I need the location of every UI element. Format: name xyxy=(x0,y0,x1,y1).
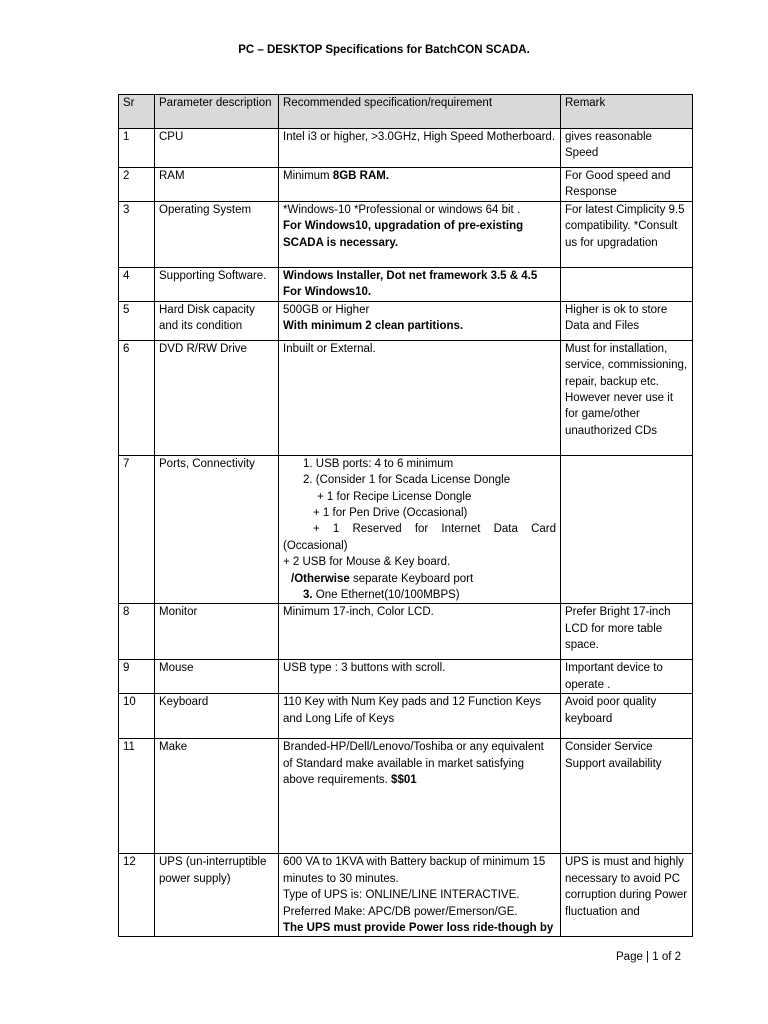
row-spec xyxy=(279,202,561,268)
table-row xyxy=(119,129,693,168)
row-spec: Minimum 17-inch, Color LCD. xyxy=(279,604,561,660)
row-remark: gives reasonable Speed xyxy=(561,129,693,168)
header-sr: Sr xyxy=(119,95,155,129)
row-remark xyxy=(561,455,693,604)
row-param: Monitor xyxy=(155,604,279,660)
row-remark: Avoid poor quality keyboard xyxy=(561,694,693,739)
port-text: One Ethernet(10/100MBPS) xyxy=(312,589,460,602)
table-row xyxy=(119,301,693,340)
spec-bold-text: For Windows10, upgradation of pre-existing SCADA is necessary. xyxy=(283,220,524,249)
document-title: PC – DESKTOP Specifications for BatchCON SCADA. xyxy=(238,44,530,56)
spec-table xyxy=(118,94,693,937)
row-spec: Inbuilt or External. xyxy=(279,340,561,455)
table-row xyxy=(119,694,693,739)
table-row xyxy=(119,340,693,455)
table-row xyxy=(119,202,693,268)
spec-text: 600 VA to 1KVA with Battery backup of minimum 15 minutes to 30 minutes. xyxy=(283,856,546,885)
table-header-row xyxy=(119,95,693,129)
spec-bold-text: $$01 xyxy=(391,774,417,787)
row-sr: 12 xyxy=(119,854,155,937)
port-line xyxy=(283,571,556,587)
row-spec xyxy=(279,854,561,937)
row-sr: 11 xyxy=(119,739,155,854)
row-param: Operating System xyxy=(155,202,279,268)
port-line: + 1 for Pen Drive (Occasional) xyxy=(313,507,468,520)
row-param: DVD R/RW Drive xyxy=(155,340,279,455)
row-param: UPS (un-interruptible power supply) xyxy=(155,854,279,937)
row-param: Keyboard xyxy=(155,694,279,739)
row-sr: 5 xyxy=(119,301,155,340)
table-row xyxy=(119,604,693,660)
port-bold-text: /Otherwise xyxy=(291,572,350,585)
row-spec xyxy=(279,301,561,340)
port-bold-text: 3. xyxy=(303,589,313,602)
header-param: Parameter description xyxy=(155,95,279,129)
row-sr: 7 xyxy=(119,455,155,604)
row-sr: 4 xyxy=(119,268,155,302)
table-row xyxy=(119,168,693,202)
row-remark: For latest Cimplicity 9.5 compatibility. *Consult us for upgradation xyxy=(561,202,693,268)
port-line: 1. USB ports: 4 to 6 minimum xyxy=(303,457,454,470)
row-sr: 8 xyxy=(119,604,155,660)
row-param: Hard Disk capacity and its condition xyxy=(155,301,279,340)
header-spec: Recommended specification/requirement xyxy=(279,95,561,129)
row-param: Make xyxy=(155,739,279,854)
row-param: Supporting Software. xyxy=(155,268,279,302)
spec-bold-text: With minimum 2 clean partitions. xyxy=(283,320,464,333)
row-spec: Intel i3 or higher, >3.0GHz, High Speed Motherboard. xyxy=(279,129,561,168)
port-line xyxy=(283,587,556,603)
row-remark xyxy=(561,268,693,302)
port-line: 2. (Consider 1 for Scada License Dongle xyxy=(303,474,511,487)
spec-text: 500GB or Higher xyxy=(283,303,370,316)
row-remark: Must for installation, service, commissioning, repair, backup etc. However never use it for game/other unauthorized CDs xyxy=(561,340,693,455)
row-remark: Important device to operate . xyxy=(561,660,693,694)
row-param: CPU xyxy=(155,129,279,168)
row-spec xyxy=(279,168,561,202)
row-param: RAM xyxy=(155,168,279,202)
row-sr: 6 xyxy=(119,340,155,455)
table-row xyxy=(119,455,693,604)
row-remark: UPS is must and highly necessary to avoid PC corruption during Power fluctuation and xyxy=(561,854,693,937)
spec-text: *Windows-10 *Professional or windows 64 bit . xyxy=(283,204,521,216)
table-row xyxy=(119,739,693,854)
port-line: + 2 USB for Mouse & Key board. xyxy=(283,556,451,569)
spec-bold-text: 8GB RAM. xyxy=(332,170,390,182)
port-line: (Occasional) xyxy=(283,539,348,552)
spec-text: Minimum xyxy=(283,170,333,182)
header-remark: Remark xyxy=(561,95,693,129)
page-footer: Page | 1 of 2 xyxy=(616,951,682,963)
row-spec: Windows Installer, Dot net framework 3.5 & 4.5 For Windows10. xyxy=(279,268,561,302)
row-sr: 3 xyxy=(119,202,155,268)
row-spec: 110 Key with Num Key pads and 12 Function Keys and Long Life of Keys xyxy=(279,694,561,739)
table-row xyxy=(119,854,693,937)
spec-text: Branded-HP/Dell/Lenovo/Toshiba or any equivalent of Standard make available in market satisfying above requirements. xyxy=(283,741,544,787)
row-param: Ports, Connectivity xyxy=(155,455,279,604)
spec-bold-text: The UPS must provide Power loss ride-though by xyxy=(283,921,554,934)
spec-text: Preferred Make: APC/DB power/Emerson/GE. xyxy=(283,905,518,918)
row-spec xyxy=(279,455,561,604)
row-param: Mouse xyxy=(155,660,279,694)
spec-text: Type of UPS is: ONLINE/LINE INTERACTIVE. xyxy=(283,889,520,902)
row-sr: 10 xyxy=(119,694,155,739)
row-remark: Higher is ok to store Data and Files xyxy=(561,301,693,340)
row-sr: 9 xyxy=(119,660,155,694)
row-spec xyxy=(279,739,561,854)
row-spec: USB type : 3 buttons with scroll. xyxy=(279,660,561,694)
row-remark: Consider Service Support availability xyxy=(561,739,693,854)
row-sr: 2 xyxy=(119,168,155,202)
port-line: + 1 for Recipe License Dongle xyxy=(317,490,472,503)
table-row xyxy=(119,660,693,694)
row-remark: For Good speed and Response xyxy=(561,168,693,202)
port-text: separate Keyboard port xyxy=(349,572,474,585)
row-sr: 1 xyxy=(119,129,155,168)
row-remark: Prefer Bright 17-inch LCD for more table space. xyxy=(561,604,693,660)
port-line: + 1 Reserved for Internet Data Card xyxy=(313,523,556,536)
table-row xyxy=(119,268,693,302)
